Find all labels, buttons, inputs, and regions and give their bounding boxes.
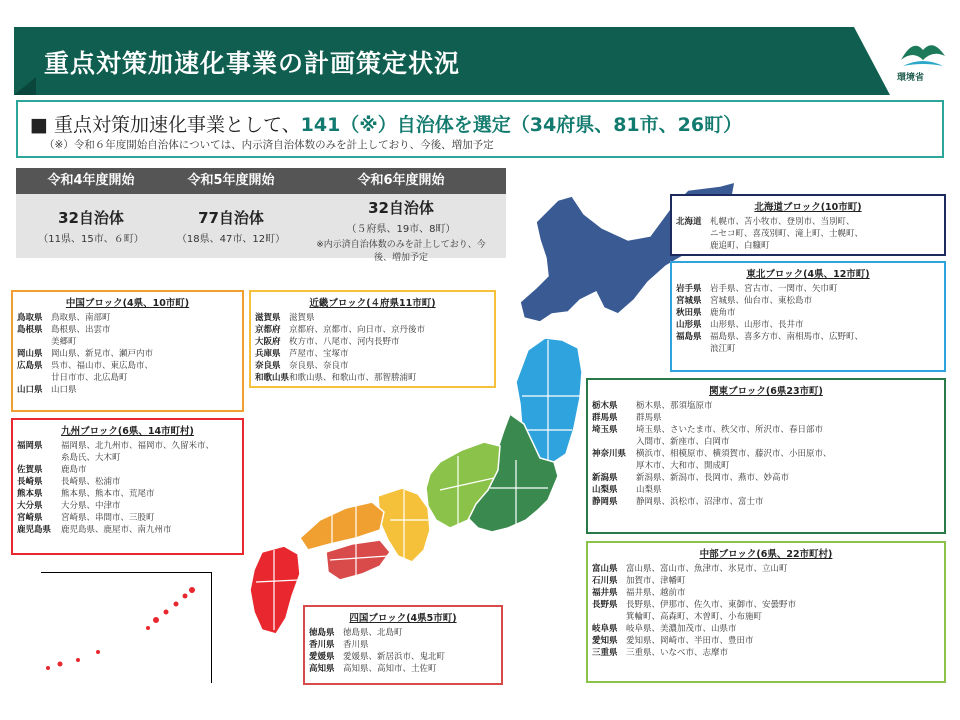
year-count-r5: 77自治体 — [198, 209, 264, 227]
prefecture-label: 鳥取県 — [17, 313, 43, 323]
city-line: 鳥取県、南部町 — [51, 313, 111, 323]
year-label-r5: 令和5年度開始 — [166, 168, 296, 194]
prefecture-label: 熊本県 — [17, 489, 43, 499]
city-line: 和歌山県、和歌山市、那智勝浦町 — [289, 373, 417, 383]
block-row — [255, 372, 490, 384]
city-list — [626, 575, 686, 587]
prefecture-label: 福岡県 — [17, 441, 43, 451]
city-line: 岩手県、宮古市、一関市、矢巾町 — [710, 284, 838, 294]
city-list — [626, 647, 728, 659]
prefecture-label: 佐賀県 — [17, 465, 43, 475]
city-list — [51, 384, 77, 396]
city-list — [289, 312, 315, 324]
prefecture-label: 福井県 — [592, 588, 618, 598]
block-row — [592, 635, 940, 647]
block-row — [676, 216, 940, 252]
city-line: 滋賀県 — [289, 313, 315, 323]
city-line: 島根県、出雲市 — [51, 325, 111, 335]
city-line: 糸島氏、大木町 — [61, 453, 121, 463]
kanto-block-box — [586, 378, 946, 534]
prefecture-label: 岡山県 — [17, 349, 43, 359]
block-row — [255, 348, 490, 360]
block-row — [255, 360, 490, 372]
block-row — [17, 476, 238, 488]
city-list — [289, 324, 425, 336]
prefecture-label: 埼玉県 — [592, 425, 618, 435]
city-line: 厚木市、大和市、開成町 — [636, 461, 730, 471]
city-list — [61, 476, 121, 488]
prefecture-label: 島根県 — [17, 325, 43, 335]
block-row — [17, 500, 238, 512]
year-count-r4: 32自治体 — [58, 209, 124, 227]
city-list — [51, 312, 111, 324]
city-list — [626, 623, 737, 635]
block-title: 関東ブロック(6県23市町) — [709, 386, 823, 397]
block-row — [592, 563, 940, 575]
city-list — [343, 627, 403, 639]
block-row — [592, 575, 940, 587]
city-line: 宮城県、仙台市、東松島市 — [710, 296, 813, 306]
kinki-block-box — [249, 290, 496, 388]
city-list — [636, 448, 832, 472]
city-line: 山形県、山形市、長井市 — [710, 320, 804, 330]
city-line: 静岡県、浜松市、沼津市、富士市 — [636, 497, 764, 507]
block-row — [309, 639, 497, 651]
block-title: 近畿ブロック(４府県11市町) — [309, 298, 436, 309]
block-row — [676, 319, 940, 331]
block-row — [17, 524, 238, 536]
block-title: 九州ブロック(6県、14市町村) — [61, 426, 194, 437]
prefecture-label: 大分県 — [17, 501, 43, 511]
block-row — [17, 384, 238, 396]
block-row — [592, 448, 940, 472]
block-title: 北海道ブロック(10市町) — [754, 202, 862, 213]
year-detail-r4: （11県、15市、６町） — [38, 234, 144, 245]
city-line: 愛知県、岡崎市、半田市、豊田市 — [626, 636, 754, 646]
block-row — [255, 324, 490, 336]
city-line: 山口県 — [51, 385, 77, 395]
block-row — [17, 440, 238, 464]
block-title: 中部ブロック(6県、22市町村) — [699, 549, 833, 560]
page-title: 重点対策加速化事業の計画策定状況 — [44, 49, 461, 78]
map-kyushu — [250, 546, 300, 634]
block-row — [676, 295, 940, 307]
city-list — [343, 663, 437, 675]
city-line: 鹿児島県、鹿屋市、南九州市 — [61, 525, 172, 535]
block-row — [17, 464, 238, 476]
prefecture-label: 北海道 — [676, 217, 702, 227]
city-list — [710, 319, 804, 331]
city-list — [289, 348, 349, 360]
prefecture-label: 岐阜県 — [592, 624, 618, 634]
city-line: 札幌市、苫小牧市、登別市、当別町、 — [710, 217, 855, 227]
prefecture-label: 山口県 — [17, 385, 43, 395]
city-list — [343, 651, 445, 663]
city-list — [343, 639, 369, 651]
city-list — [289, 336, 400, 348]
prefecture-label: 宮城県 — [676, 296, 702, 306]
city-line: 岡山県、新見市、瀬戸内市 — [51, 349, 154, 359]
city-list — [289, 360, 349, 372]
block-title: 東北ブロック(4県、12市町) — [746, 269, 870, 280]
block-row — [309, 663, 497, 675]
prefecture-label: 奈良県 — [255, 361, 281, 371]
city-line: 芦屋市、宝塚市 — [289, 349, 349, 359]
block-row — [17, 488, 238, 500]
city-list — [61, 464, 87, 476]
block-row — [676, 331, 940, 355]
city-list — [710, 295, 812, 307]
prefecture-label: 京都府 — [255, 325, 281, 335]
block-row — [17, 360, 238, 384]
year-note-r6: ※内示済自治体数のみを計上しており、今後、増加予定 — [316, 240, 486, 263]
city-line: 熊本県、熊本市、荒尾市 — [61, 489, 155, 499]
prefecture-label: 秋田県 — [676, 308, 702, 318]
city-line: 群馬県 — [636, 413, 662, 423]
prefecture-label: 福島県 — [676, 332, 702, 342]
prefecture-label: 広島県 — [17, 361, 43, 371]
year-detail-r6: （５府県、19市、8町） — [346, 224, 456, 235]
city-line: 福井県、越前市 — [626, 588, 686, 598]
ministry-logo-label: 環境省 — [897, 73, 925, 83]
city-line: 奈良県、奈良市 — [289, 361, 349, 371]
city-list — [51, 348, 153, 360]
city-line: 呉市、福山市、東広島市、 — [51, 361, 154, 371]
prefecture-label: 高知県 — [309, 664, 335, 674]
city-line: 加賀市、津幡町 — [626, 576, 686, 586]
city-line: 三重県、いなべ市、志摩市 — [626, 648, 729, 658]
shikoku-block-box — [303, 605, 503, 685]
city-line: 鹿追町、白糠町 — [710, 241, 770, 251]
prefecture-label: 山形県 — [676, 320, 702, 330]
city-list — [636, 484, 662, 496]
prefecture-label: 香川県 — [309, 640, 335, 650]
city-line: 宮崎県、串間市、三股町 — [61, 513, 155, 523]
block-row — [17, 348, 238, 360]
hokkaido-block-box — [670, 194, 946, 256]
city-list — [51, 360, 153, 384]
city-line: 美郷町 — [51, 337, 77, 347]
city-list — [61, 440, 214, 464]
city-list — [61, 524, 172, 536]
city-line: 徳島県、北島町 — [343, 628, 403, 638]
city-line: 新潟県、新潟市、長岡市、燕市、妙高市 — [636, 473, 790, 483]
city-list — [61, 512, 155, 524]
tohoku-block-box — [670, 261, 946, 372]
block-row — [676, 307, 940, 319]
block-row — [592, 400, 940, 412]
chugoku-block-box — [11, 290, 244, 412]
year-label-r6: 令和6年度開始 — [296, 168, 506, 194]
block-row — [592, 412, 940, 424]
kyushu-block-box — [11, 418, 244, 555]
city-list — [636, 400, 713, 412]
city-list — [289, 372, 417, 384]
prefecture-label: 長崎県 — [17, 477, 43, 487]
selection-note: （※）令和６年度開始自治体については、内示済自治体数のみを計上しており、今後、増加予定 — [44, 139, 494, 151]
city-line: 入間市、新座市、白岡市 — [636, 437, 730, 447]
block-row — [255, 336, 490, 348]
city-line: 京都府、京都市、向日市、京丹後市 — [289, 325, 426, 335]
prefecture-label: 愛知県 — [592, 636, 618, 646]
city-line: 香川県 — [343, 640, 369, 650]
city-line: 廿日市市、北広島町 — [51, 373, 128, 383]
city-line: 福島県、喜多方市、南相馬市、広野町、 — [710, 332, 864, 342]
city-line: 富山県、富山市、魚津市、氷見市、立山町 — [626, 564, 788, 574]
year-label-r4: 令和4年度開始 — [16, 168, 166, 194]
prefecture-label: 鹿児島県 — [17, 525, 52, 535]
selection-prefix: ■ 重点対策加速化事業として、 — [30, 114, 301, 136]
block-row — [592, 623, 940, 635]
block-row — [592, 587, 940, 599]
city-line: 長野県、伊那市、佐久市、東御市、安曇野市 — [626, 600, 797, 610]
block-row — [676, 283, 940, 295]
city-list — [710, 331, 863, 355]
city-line: 埼玉県、さいたま市、秩父市、所沢市、春日部市 — [636, 425, 824, 435]
city-line: 大分県、中津市 — [61, 501, 121, 511]
block-row — [592, 472, 940, 484]
city-line: 横浜市、相模原市、横須賀市、藤沢市、小田原市、 — [636, 449, 832, 459]
prefecture-label: 徳島県 — [309, 628, 335, 638]
city-line: 岐阜県、美濃加茂市、山県市 — [626, 624, 737, 634]
city-line: 愛媛県、新居浜市、鬼北町 — [343, 652, 446, 662]
prefecture-label: 長野県 — [592, 600, 618, 610]
block-row — [17, 324, 238, 348]
block-row — [309, 651, 497, 663]
selection-highlight: 141（※）自治体を選定（34府県、81市、26町） — [300, 114, 743, 136]
city-list — [61, 488, 155, 500]
block-row — [592, 496, 940, 508]
city-list — [626, 599, 796, 623]
prefecture-label: 宮崎県 — [17, 513, 43, 523]
city-line: 鹿島市 — [61, 465, 87, 475]
block-row — [309, 627, 497, 639]
city-line: 浪江町 — [710, 344, 736, 354]
city-list — [636, 472, 789, 484]
city-list — [51, 324, 111, 348]
city-line: 福岡県、北九州市、福岡市、久留米市、 — [61, 441, 215, 451]
prefecture-label: 静岡県 — [592, 497, 618, 507]
prefecture-label: 愛媛県 — [309, 652, 335, 662]
prefecture-label: 栃木県 — [592, 401, 618, 411]
block-row — [17, 312, 238, 324]
block-row — [592, 484, 940, 496]
city-line: 栃木県、那須塩原市 — [636, 401, 713, 411]
city-list — [626, 635, 754, 647]
city-list — [626, 563, 788, 575]
city-list — [710, 307, 736, 319]
city-line: 箕輪町、高森町、木曽町、小布施町 — [626, 612, 763, 622]
city-line: 枚方市、八尾市、河内長野市 — [289, 337, 400, 347]
block-row — [17, 512, 238, 524]
block-row — [592, 424, 940, 448]
prefecture-label: 山梨県 — [592, 485, 618, 495]
prefecture-label: 三重県 — [592, 648, 618, 658]
prefecture-label: 神奈川県 — [592, 449, 627, 459]
block-row — [592, 647, 940, 659]
city-list — [636, 412, 662, 424]
city-line: 長崎県、松浦市 — [61, 477, 121, 487]
city-line: 山梨県 — [636, 485, 662, 495]
prefecture-label: 新潟県 — [592, 473, 618, 483]
year-detail-r5: （18県、47市、12町） — [176, 234, 286, 245]
city-line: 鹿角市 — [710, 308, 736, 318]
city-list — [61, 500, 121, 512]
prefecture-label: 群馬県 — [592, 413, 618, 423]
prefecture-label: 岩手県 — [676, 284, 702, 294]
block-title: 四国ブロック(4県5市町) — [349, 613, 457, 624]
city-list — [636, 424, 823, 448]
year-count-r6: 32自治体 — [368, 199, 434, 217]
city-line: ニセコ町、喜茂別町、滝上町、士幌町、 — [710, 229, 864, 239]
city-list — [636, 496, 764, 508]
prefecture-label: 石川県 — [592, 576, 618, 586]
block-row — [592, 599, 940, 623]
prefecture-label: 大阪府 — [255, 337, 281, 347]
city-list — [626, 587, 686, 599]
prefecture-label: 兵庫県 — [255, 349, 281, 359]
city-list — [710, 283, 838, 295]
prefecture-label: 滋賀県 — [255, 313, 281, 323]
okinawa-inset-frame — [41, 572, 212, 683]
prefecture-label: 和歌山県 — [255, 373, 290, 383]
prefecture-label: 富山県 — [592, 564, 618, 574]
city-line: 高知県、高知市、土佐町 — [343, 664, 437, 674]
city-list — [710, 216, 863, 252]
chubu-block-box — [586, 541, 946, 683]
block-row — [255, 312, 490, 324]
block-title: 中国ブロック(4県、10市町) — [65, 298, 190, 309]
